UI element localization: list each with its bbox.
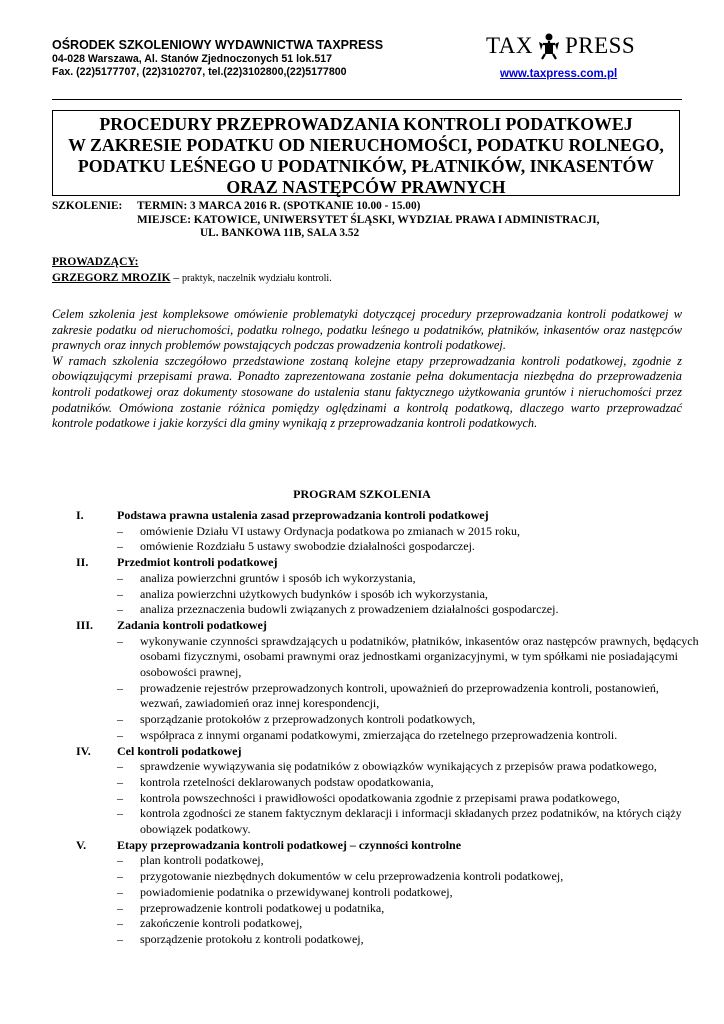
list-item-text: współpraca z innymi organami podatkowymi, zmierzająca do rzetelnego przeprowadzenia kontroli.: [140, 727, 618, 742]
logo-text-right: PRESS: [564, 33, 636, 58]
list-item: [52, 853, 702, 869]
training-title: [52, 110, 680, 196]
program-section: [52, 508, 702, 555]
dash-bullet: –: [117, 727, 123, 742]
section-number: V.: [76, 837, 87, 852]
program-section: [52, 618, 702, 744]
list-item: [52, 728, 702, 744]
leader-name: GRZEGORZ MROZIK: [52, 272, 171, 284]
title-line: PODATKU LEŚNEGO U PODATNIKÓW, PŁATNIKÓW, INKASENTÓW: [77, 156, 655, 176]
section-title: Przedmiot kontroli podatkowej: [117, 555, 278, 570]
section-number: II.: [76, 555, 89, 570]
title-line: W ZAKRESIE PODATKU OD NIERUCHOMOŚCI, PODATKU ROLNEGO,: [68, 135, 664, 155]
list-item-text: powiadomienie podatnika o przewidywanej kontroli podatkowej,: [140, 884, 453, 899]
dash-bullet: –: [117, 931, 123, 946]
list-item: [52, 602, 702, 618]
section-number: IV.: [76, 743, 91, 758]
training-label: SZKOLENIE:: [52, 200, 123, 212]
logo-text-left: TAX: [486, 33, 533, 58]
list-item-text: przygotowanie niezbędnych dokumentów w celu przeprowadzenia kontroli podatkowej,: [140, 869, 564, 884]
organization-name: OŚRODEK SZKOLENIOWY WYDAWNICTWA TAXPRESS: [52, 38, 384, 52]
website-link[interactable]: www.taxpress.com.pl: [500, 68, 618, 80]
list-item-text: sprawdzenie wywiązywania się podatników z obowiązków wynikających z przepisów prawa podatkowego,: [140, 759, 657, 774]
dash-bullet: –: [117, 602, 123, 617]
dash-bullet: –: [117, 759, 123, 774]
intro-paragraph: W ramach szkolenia szczegółowo przedstawione zostaną kolejne etapy przeprowadzania kontroli podatkowej, zgodnie z obowiązującymi przepisami prawa. Ponadto zaprezentowana zostanie pełna dokumentacja niezbędna do przeprowadzenia kontroli podatkowej oraz dokumenty stosowane do ustalenia stanu faktycznego użytkowania gruntów i nieruchomości przez podatników. Omówiona zostanie różnica pomiędzy oględzinami a kontrolą podatkową, dlaczego warto przeprowadzać kontrole podatkowe i jakie korzyści dla gminy wynikają z przeprowadzania kontroli podatkowych.: [52, 353, 682, 431]
logo-emblem-icon: [536, 32, 562, 60]
section-number: I.: [76, 508, 84, 522]
dash-bullet: –: [117, 539, 123, 554]
list-item: [52, 869, 702, 885]
list-item: [52, 539, 702, 555]
list-item-text: kontrola powszechności i prawidłowości opodatkowania zgodnie z przepisami prawa podatkowego,: [140, 790, 620, 805]
list-item-text: zakończenie kontroli podatkowej,: [140, 916, 303, 931]
dash-bullet: –: [117, 790, 123, 805]
list-item: [52, 634, 702, 681]
list-item: [52, 885, 702, 901]
dash-bullet: –: [117, 633, 123, 648]
dash-bullet: –: [117, 774, 123, 789]
organization-contact: Fax. (22)5177707, (22)3102707, tel.(22)3102800,(22)5177800: [52, 66, 347, 78]
list-item: [52, 587, 702, 603]
header-divider: [52, 99, 682, 100]
list-item: [52, 712, 702, 728]
title-line: ORAZ NASTĘPCÓW PRAWNYCH: [226, 177, 506, 197]
section-title: Zadania kontroli podatkowej: [117, 617, 267, 632]
list-item-text: analiza powierzchni gruntów i sposób ich wykorzystania,: [140, 570, 416, 585]
training-term: TERMIN: 3 MARCA 2016 R. (SPOTKANIE 10.00 - 15.00): [137, 200, 421, 212]
training-description: [52, 307, 682, 432]
program-section: [52, 838, 702, 948]
dash-bullet: –: [117, 900, 123, 915]
program-section: [52, 744, 702, 838]
list-item: [52, 806, 702, 837]
section-title: Podstawa prawna ustalenia zasad przeprowadzania kontroli podatkowej: [117, 508, 489, 522]
list-item-text: kontrola zgodności ze stanem faktycznym deklaracji i informacji składanych przez podatników, na których ciąży obowiązek podatkowy.: [140, 806, 682, 837]
leader-description: praktyk, naczelnik wydziału kontroli.: [182, 273, 332, 284]
program-title: PROGRAM SZKOLENIA: [293, 487, 431, 501]
program-list: [52, 508, 702, 948]
list-item: [52, 791, 702, 807]
leader-entry: [52, 272, 332, 284]
list-item-text: przeprowadzenie kontroli podatkowej u podatnika,: [140, 900, 385, 915]
list-item-text: prowadzenie rejestrów przeprowadzonych kontroli, upoważnień do przeprowadzenia kontroli, postanowień, wezwań, zawiadomień oraz innej korespondencji,: [140, 680, 659, 711]
list-item: [52, 916, 702, 932]
list-item: [52, 775, 702, 791]
dash-bullet: –: [117, 884, 123, 899]
dash-bullet: –: [117, 853, 123, 868]
list-item: [52, 571, 702, 587]
taxpress-logo: [486, 32, 656, 60]
list-item: [52, 759, 702, 775]
dash-bullet: –: [117, 806, 123, 821]
dash-bullet: –: [117, 586, 123, 601]
list-item-text: analiza przeznaczenia budowli związanych z prowadzeniem działalności gospodarczej.: [140, 602, 559, 617]
list-item-text: kontrola rzetelności deklarowanych podstaw opodatkowania,: [140, 774, 434, 789]
list-item-text: wykonywanie czynności sprawdzających u podatników, płatników, inkasentów oraz następców prawnych, będących osobami fizycznymi, osobami prawnymi oraz jednostkami organizacyjnymi, w tym spółkami nie posiadającymi osobowości prawnej,: [140, 633, 699, 680]
list-item-text: sporządzanie protokołów z przeprowadzonych kontroli podatkowych,: [140, 712, 476, 727]
leaders-heading: PROWADZĄCY:: [52, 256, 139, 268]
section-number: III.: [76, 617, 94, 632]
section-title: Etapy przeprowadzania kontroli podatkowej – czynności kontrolne: [117, 837, 462, 852]
organization-address: 04-028 Warszawa, Al. Stanów Zjednoczonych 51 lok.517: [52, 53, 333, 65]
title-line: PROCEDURY PRZEPROWADZANIA KONTROLI PODATKOWEJ: [99, 114, 633, 134]
organization-header: [52, 38, 472, 79]
list-item-text: plan kontroli podatkowej,: [140, 853, 264, 868]
list-item-text: sporządzenie protokołu z kontroli podatkowej,: [140, 931, 364, 946]
list-item: [52, 932, 702, 948]
dash-bullet: –: [117, 916, 123, 931]
dash-bullet: –: [117, 869, 123, 884]
training-place: MIEJSCE: KATOWICE, UNIWERSYTET ŚLĄSKI, WYDZIAŁ PRAWA I ADMINISTRACJI,: [137, 213, 600, 226]
dash-bullet: –: [117, 680, 123, 695]
training-address: UL. BANKOWA 11B, SALA 3.52: [200, 227, 360, 239]
program-section: [52, 555, 702, 618]
leader-separator: –: [170, 272, 183, 284]
list-item-text: omówienie Działu VI ustawy Ordynacja podatkowa po zmianach w 2015 roku,: [140, 523, 521, 538]
dash-bullet: –: [117, 570, 123, 585]
list-item: [52, 524, 702, 540]
dash-bullet: –: [117, 523, 123, 538]
list-item: [52, 901, 702, 917]
list-item: [52, 681, 702, 712]
section-title: Cel kontroli podatkowej: [117, 743, 242, 758]
dash-bullet: –: [117, 712, 123, 727]
list-item-text: omówienie Rozdziału 5 ustawy swobodzie działalności gospodarczej.: [140, 539, 475, 554]
intro-paragraph: Celem szkolenia jest kompleksowe omówienie problematyki dotyczącej procedury przeprowadzania kontroli podatkowej w zakresie podatku od nieruchomości, podatku rolnego, podatku leśnego u podatników, płatników, inkasentów oraz następców prawnych oraz innych problemów powstających podczas prowadzenia kontroli podatkowej.: [52, 307, 682, 353]
list-item-text: analiza powierzchni użytkowych budynków i sposób ich wykorzystania,: [140, 586, 488, 601]
